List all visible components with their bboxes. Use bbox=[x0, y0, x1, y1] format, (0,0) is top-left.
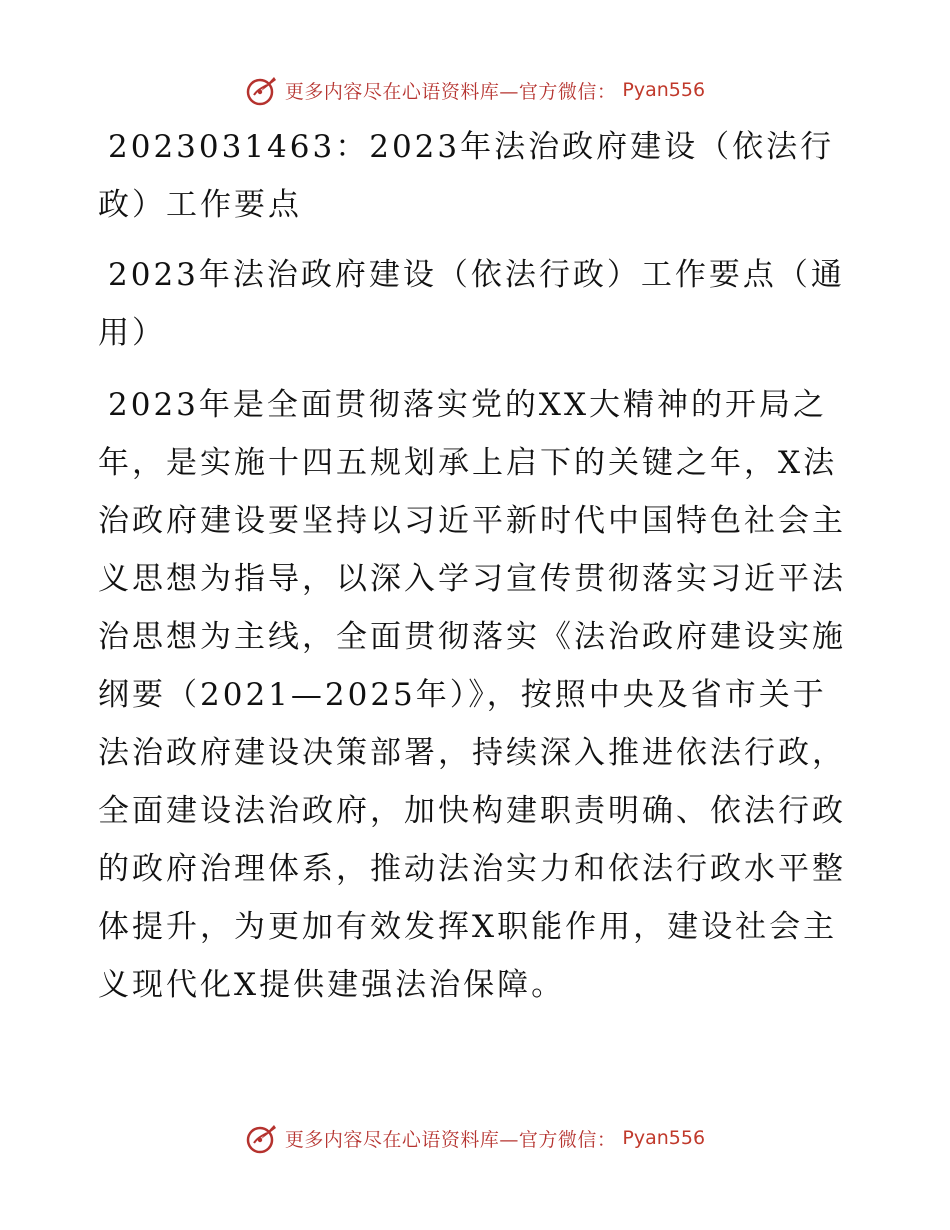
banner-text: 更多内容尽在心语资料库—官方微信： bbox=[284, 1128, 617, 1151]
banner-text: 更多内容尽在心语资料库—官方微信： bbox=[284, 80, 617, 103]
pen-nib-logo-icon bbox=[245, 73, 279, 107]
document-content bbox=[98, 118, 858, 1014]
pen-nib-logo-icon bbox=[245, 1121, 279, 1155]
document-title: 2023031463：2023年法治政府建设（依法行政）工作要点 bbox=[98, 129, 835, 223]
banner-wechat-id: Pyan556 bbox=[622, 1127, 706, 1149]
document-subtitle: 2023年法治政府建设（依法行政）工作要点（通用） bbox=[98, 257, 845, 351]
banner-wechat-id: Pyan556 bbox=[622, 79, 706, 101]
footer-banner bbox=[0, 1118, 950, 1158]
header-banner bbox=[0, 70, 950, 110]
document-body-paragraph: 2023年是全面贯彻落实党的XX大精神的开局之年，是实施十四五规划承上启下的关键之年，X法治政府建设要坚持以习近平新时代中国特色社会主义思想为指导，以深入学习宣传贯彻落实习近平法治思想为主线，全面贯彻落实《法治政府建设实施纲要（2021—2025年）》，按照中央及省市关于法治政府建设决策部署，持续深入推进依法行政，全面建设法治政府，加快构建职责明确、依法行政的政府治理体系，推动法治实力和依法行政水平整体提升，为更加有效发挥X职能作用，建设社会主义现代化X提供建强法治保障。 bbox=[98, 387, 846, 1003]
header-banner-content bbox=[245, 73, 705, 107]
footer-banner-content bbox=[245, 1121, 705, 1155]
